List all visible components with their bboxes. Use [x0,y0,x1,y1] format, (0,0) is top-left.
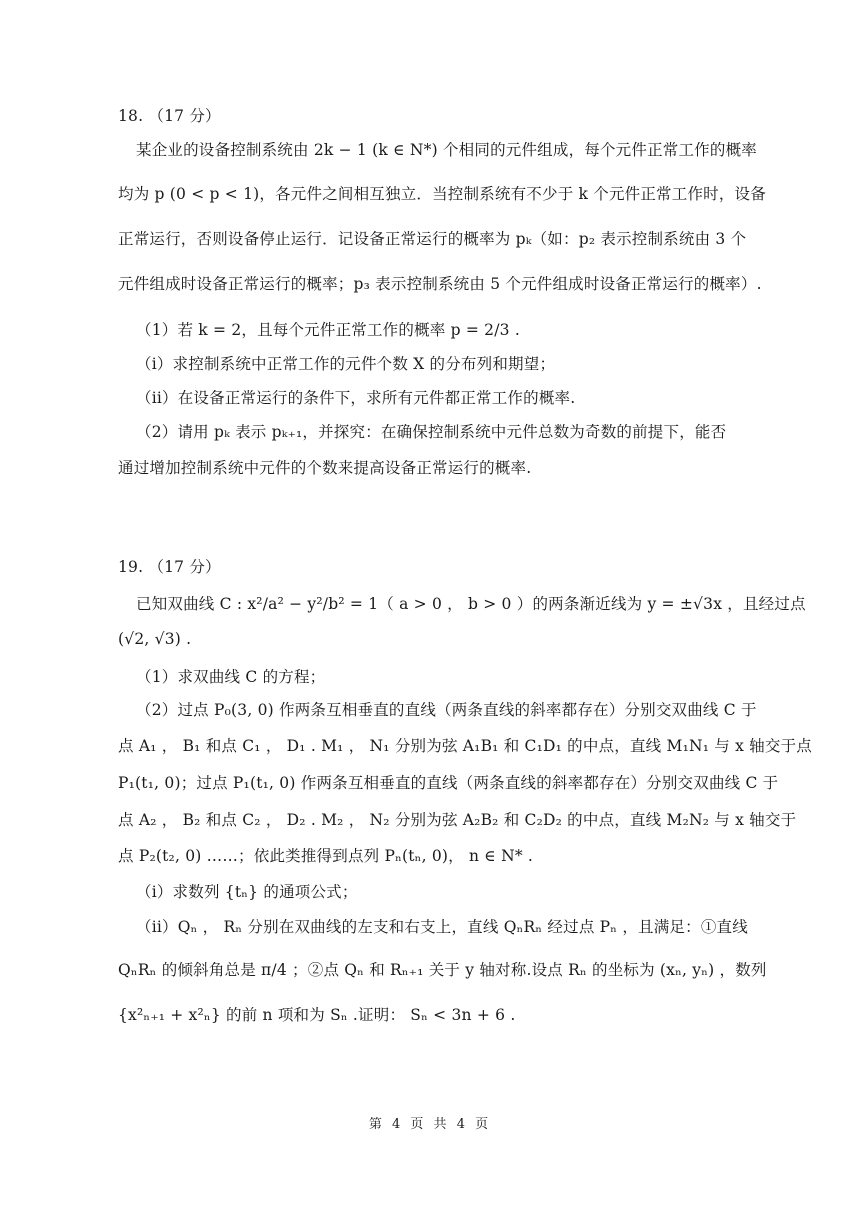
problem-19-part2-i: （i）求数列 {tₙ} 的通项公式； [136,883,358,901]
problem-19-line: 已知双曲线 C : x²/a² − y²/b² = 1（ a > 0 ， b > 0 ）的两条渐近线为 y = ±√3x ，且经过点 [136,595,806,613]
problem-19-line: 点 A₂ ， B₂ 和点 C₂ ， D₂ . M₂ ， N₂ 分别为弦 A₂B₂ 和 C₂D₂ 的中点，直线 M₂N₂ 与 x 轴交于 [118,811,797,829]
problem-18-part1-ii: （ii）在设备正常运行的条件下，求所有元件都正常工作的概率. [136,389,576,407]
problem-18-part2: （2）请用 pₖ 表示 pₖ₊₁，并探究：在确保控制系统中元件总数为奇数的前提下，能否 [136,423,727,441]
problem-18-line: 某企业的设备控制系统由 2k − 1 (k ∈ N*) 个相同的元件组成，每个元件正常工作的概率 [136,141,757,159]
problem-19-header: 19. （17 分） [118,558,221,576]
problem-18-line: 元件组成时设备正常运行的概率；p₃ 表示控制系统由 5 个元件组成时设备正常运行的概率）. [118,275,762,293]
problem-19-line: 点 P₂(t₂, 0) ……；依此类推得到点列 Pₙ(tₙ, 0)， n ∈ N* . [118,847,534,865]
problem-19-line: {x²ₙ₊₁ + x²ₙ} 的前 n 项和为 Sₙ .证明： Sₙ < 3n + 6 . [118,1006,516,1024]
problem-19-line: 点 A₁ ， B₁ 和点 C₁ ， D₁ . M₁ ， N₁ 分别为弦 A₁B₁ 和 C₁D₁ 的中点，直线 M₁N₁ 与 x 轴交于点 [118,737,812,755]
problem-19-part2-ii: （ii）Qₙ ， Rₙ 分别在双曲线的左支和右支上，直线 QₙRₙ 经过点 Pₙ ，且满足：①直线 [136,918,748,936]
problem-19-line: P₁(t₁, 0)；过点 P₁(t₁, 0) 作两条互相垂直的直线（两条直线的斜率都存在）分别交双曲线 C 于 [118,774,779,792]
problem-19-line: (√2, √3) . [118,630,192,648]
problem-18-line: 均为 p (0 < p < 1)，各元件之间相互独立．当控制系统有不少于 k 个元件正常工作时，设备 [118,185,766,203]
problem-18-line: 正常运行，否则设备停止运行．记设备正常运行的概率为 pₖ（如：p₂ 表示控制系统由 3 个 [118,230,747,248]
problem-18-line: 通过增加控制系统中元件的个数来提高设备正常运行的概率. [118,459,532,477]
problem-18-part1: （1）若 k = 2，且每个元件正常工作的概率 p = 2/3 . [136,321,520,339]
page-footer: 第 4 页 共 4 页 [368,1117,492,1132]
problem-18-header: 18. （17 分） [118,107,221,125]
problem-18-part1-i: （i）求控制系统中正常工作的元件个数 X 的分布列和期望； [136,355,556,373]
problem-19-part1: （1）求双曲线 C 的方程； [136,668,326,686]
problem-19-part2: （2）过点 P₀(3, 0) 作两条互相垂直的直线（两条直线的斜率都存在）分别交双曲线 C 于 [136,701,757,719]
problem-19-line: QₙRₙ 的倾斜角总是 π/4 ；②点 Qₙ 和 Rₙ₊₁ 关于 y 轴对称.设点 Rₙ 的坐标为 (xₙ, yₙ) ，数列 [118,961,767,979]
